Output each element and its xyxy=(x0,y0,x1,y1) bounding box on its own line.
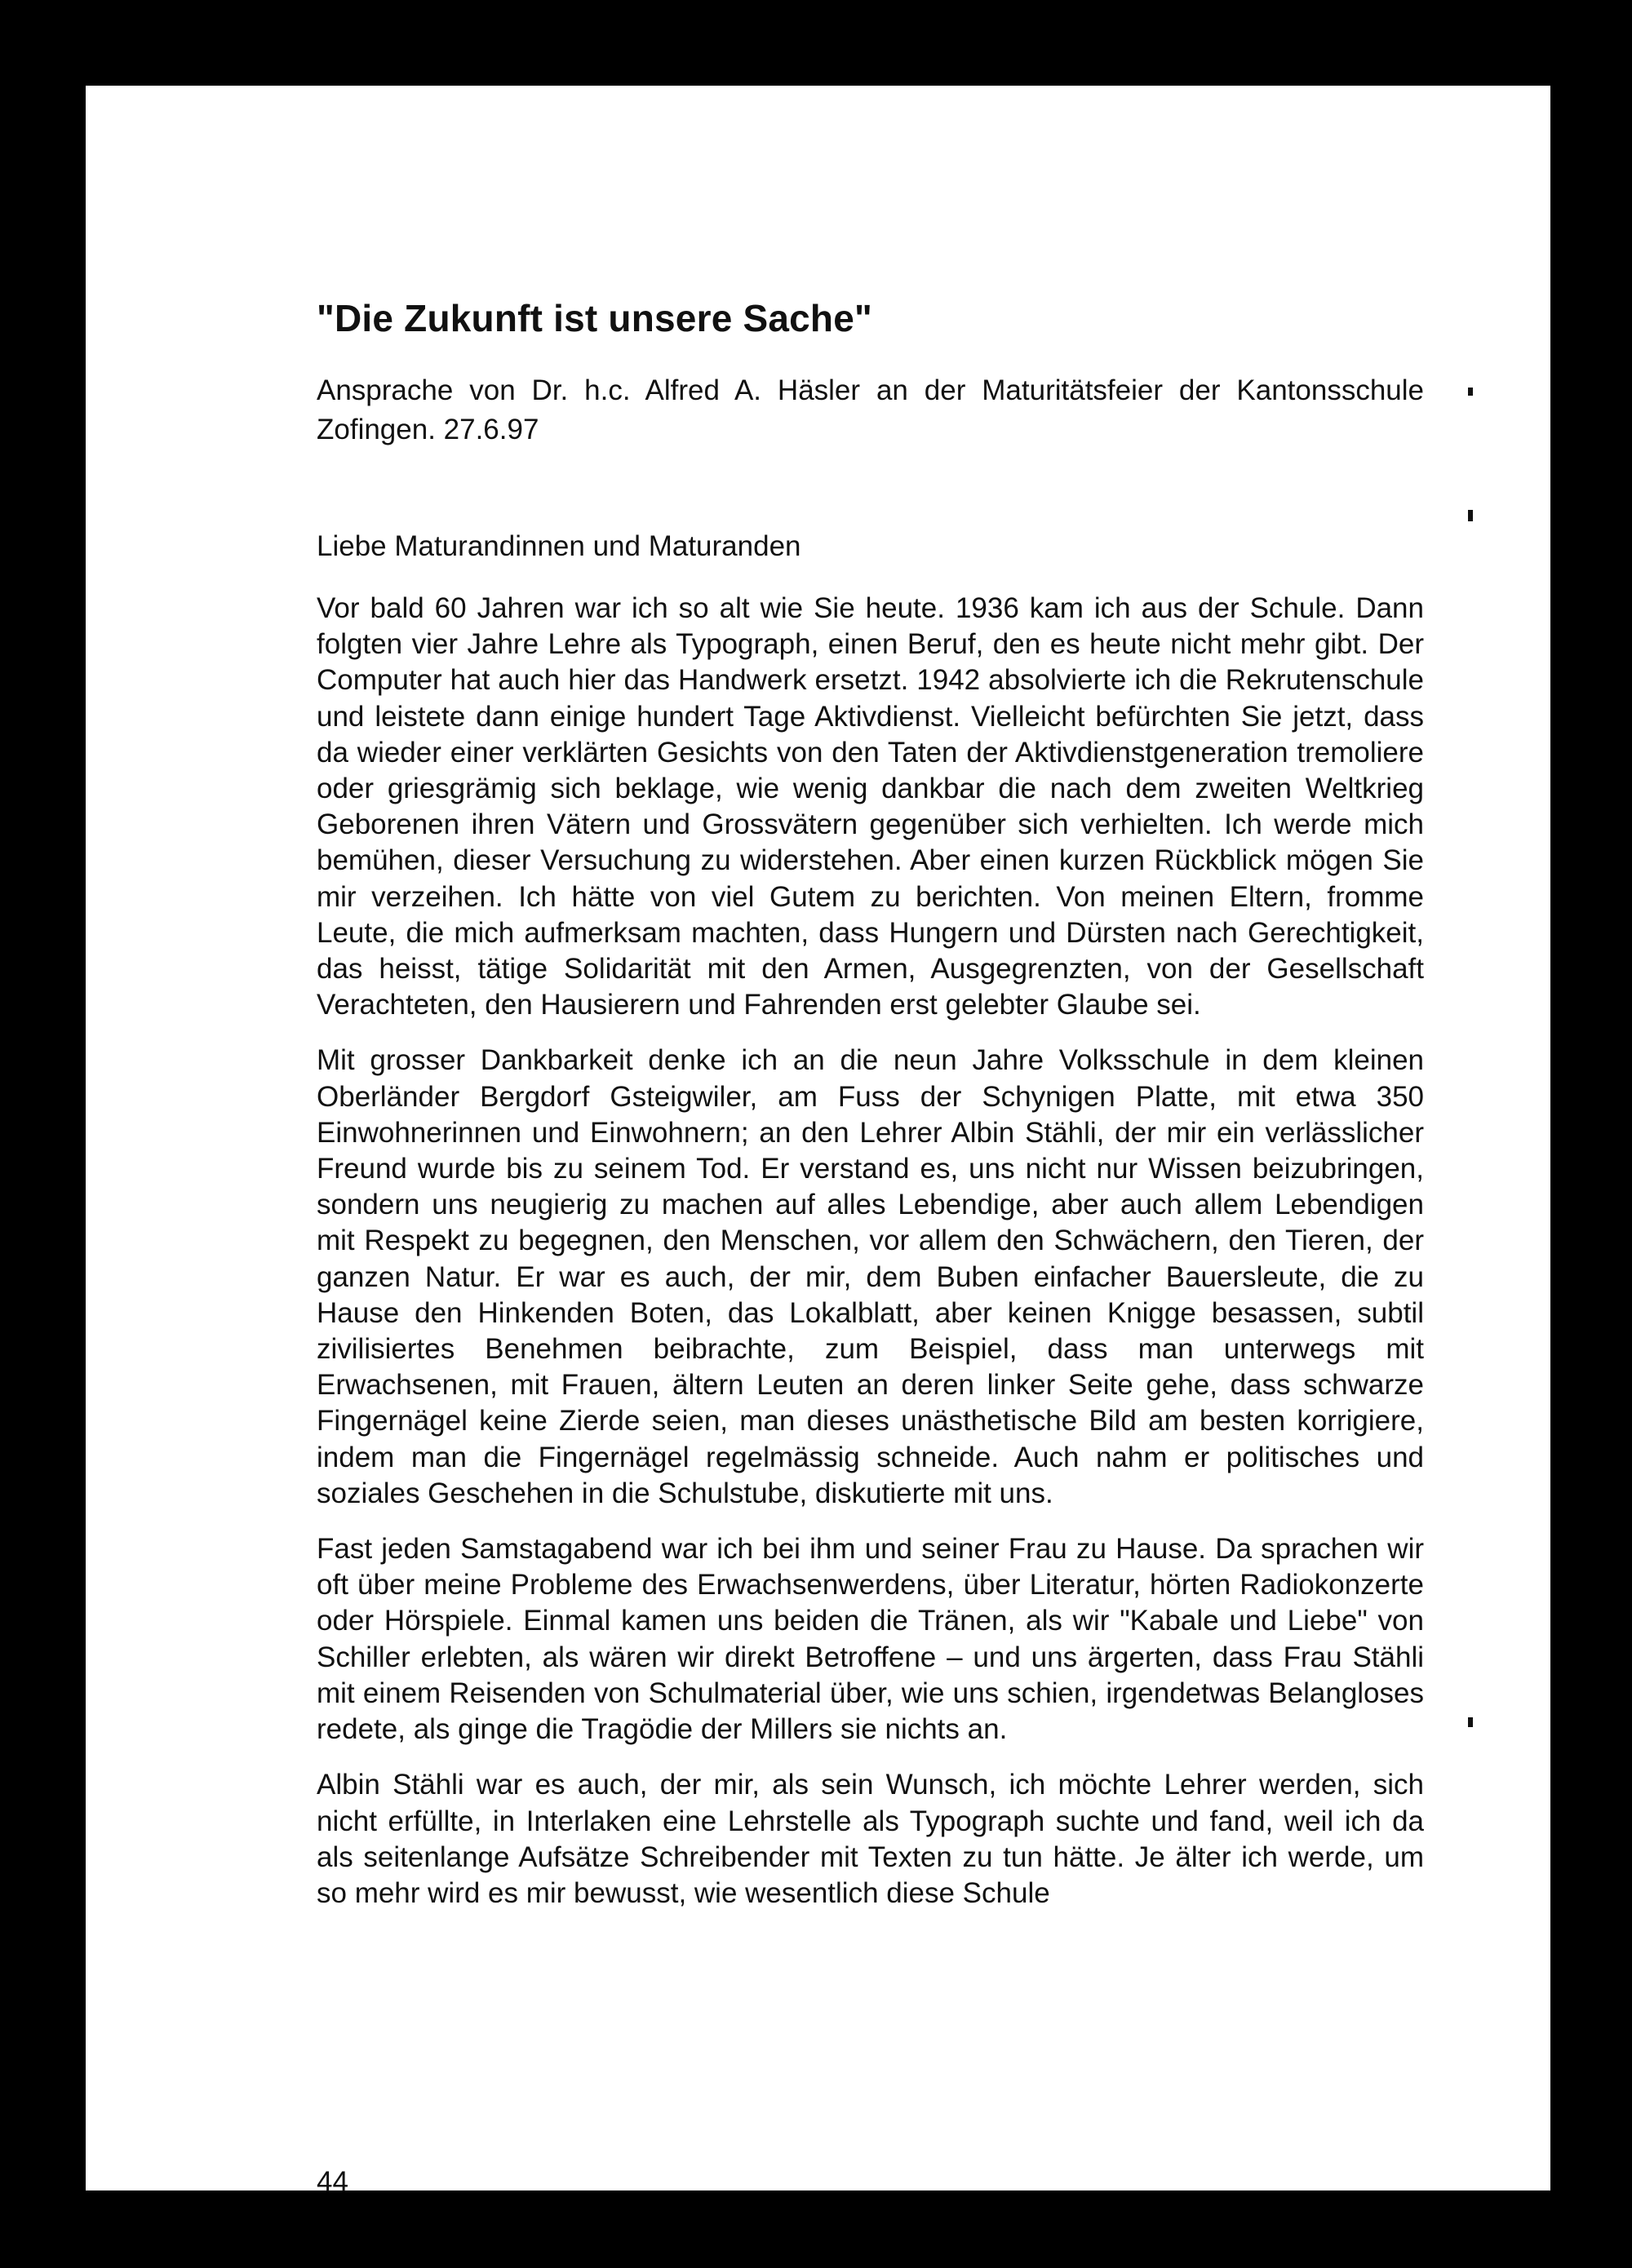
salutation: Liebe Maturandinnen und Maturanden xyxy=(317,530,801,562)
scan-edge-mark xyxy=(1468,510,1473,521)
document-page xyxy=(86,86,1550,2198)
paragraph-1: Vor bald 60 Jahren war ich so alt wie Sie heute. 1936 kam ich aus der Schule. Dann folgten vier Jahre Lehre als Typograph, einen Beruf, den es heute nicht mehr gibt. Der Computer hat auch hier das Handwerk ersetzt. 1942 absolvierte ich die Rekrutenschule und leistete dann einige hundert Tage Aktivdienst. Vielleicht befürchten Sie jetzt, dass da wieder einer verklärten Gesichts von den Taten der Aktivdienstgeneration tremoliere oder griesgrämig sich beklage, wie wenig dankbar die nach dem zweiten Weltkrieg Geborenen ihren Vätern und Grossvätern gegenüber sich verhielten. Ich werde mich bemühen, dieser Versuchung zu widerstehen. Aber einen kurzen Rückblick mögen Sie mir verzeihen. Ich hätte von viel Gutem zu berichten. Von meinen Eltern, fromme Leute, die mich aufmerksam machten, dass Hungern und Dürsten nach Gerechtigkeit, das heisst, tätige Solidarität mit den Armen, Ausgegrenzten, von der Gesellschaft Verachteten, den Hausierern und Fahrenden erst gelebter Glaube sei. xyxy=(317,592,1424,1021)
document-content xyxy=(317,296,1424,1931)
page-number: 44 xyxy=(317,2166,348,2198)
scan-edge-mark xyxy=(1468,388,1473,396)
paragraph-2: Mit grosser Dankbarkeit denke ich an die neun Jahre Volksschule in dem kleinen Oberländer Bergdorf Gsteigwiler, am Fuss der Schynigen Platte, mit etwa 350 Einwohnerinnen und Einwohnern; an den Lehrer Albin Stähli, der mir ein verlässlicher Freund wurde bis zu seinem Tod. Er verstand es, uns nicht nur Wissen beizubringen, sondern uns neugierig zu machen auf alles Lebendige, aber auch allem Lebendigen mit Respekt zu begegnen, den Menschen, vor allem den Schwächern, den Tieren, der ganzen Natur. Er war es auch, der mir, dem Buben einfacher Bauersleute, die zu Hause den Hinkenden Boten, das Lokalblatt, aber keinen Knigge besassen, subtil zivilisiertes Benehmen beibrachte, zum Beispiel, dass man unterwegs mit Erwachsenen, mit Frauen, ältern Leuten an deren linker Seite gehe, dass schwarze Fingernägel keine Zierde seien, man dieses unästhetische Bild am besten korrigiere, indem man die Fingernägel regelmässig schneide. Auch nahm er politisches und soziales Geschehen in die Schulstube, diskutierte mit uns. xyxy=(317,1044,1424,1509)
subtitle: Ansprache von Dr. h.c. Alfred A. Häsler an der Maturitätsfeier der Kantonsschule Zofingen. 27.6.97 xyxy=(317,374,1424,445)
page-title: "Die Zukunft ist unsere Sache" xyxy=(317,297,872,339)
paragraph-4: Albin Stähli war es auch, der mir, als sein Wunsch, ich möchte Lehrer werden, sich nicht erfüllte, in Interlaken eine Lehrstelle als Typograph suchte und fand, weil ich da als seitenlange Aufsätze Schreibender mit Texten zu tun hätte. Je älter ich werde, um so mehr wird es mir bewusst, wie wesentlich diese Schule xyxy=(317,1769,1424,1909)
paragraph-3: Fast jeden Samstagabend war ich bei ihm und seiner Frau zu Hause. Da sprachen wir oft über meine Probleme des Erwachsenwerdens, über Literatur, hörten Radiokonzerte oder Hörspiele. Einmal kamen uns beiden die Tränen, als wir "Kabale und Liebe" von Schiller erlebten, als wären wir direkt Betroffene – und uns ärgerten, dass Frau Stähli mit einem Reisenden von Schulmaterial über, wie uns schien, irgendetwas Belangloses redete, als ginge die Tragödie der Millers sie nichts an. xyxy=(317,1533,1424,1746)
scan-edge-mark xyxy=(1468,1717,1473,1727)
